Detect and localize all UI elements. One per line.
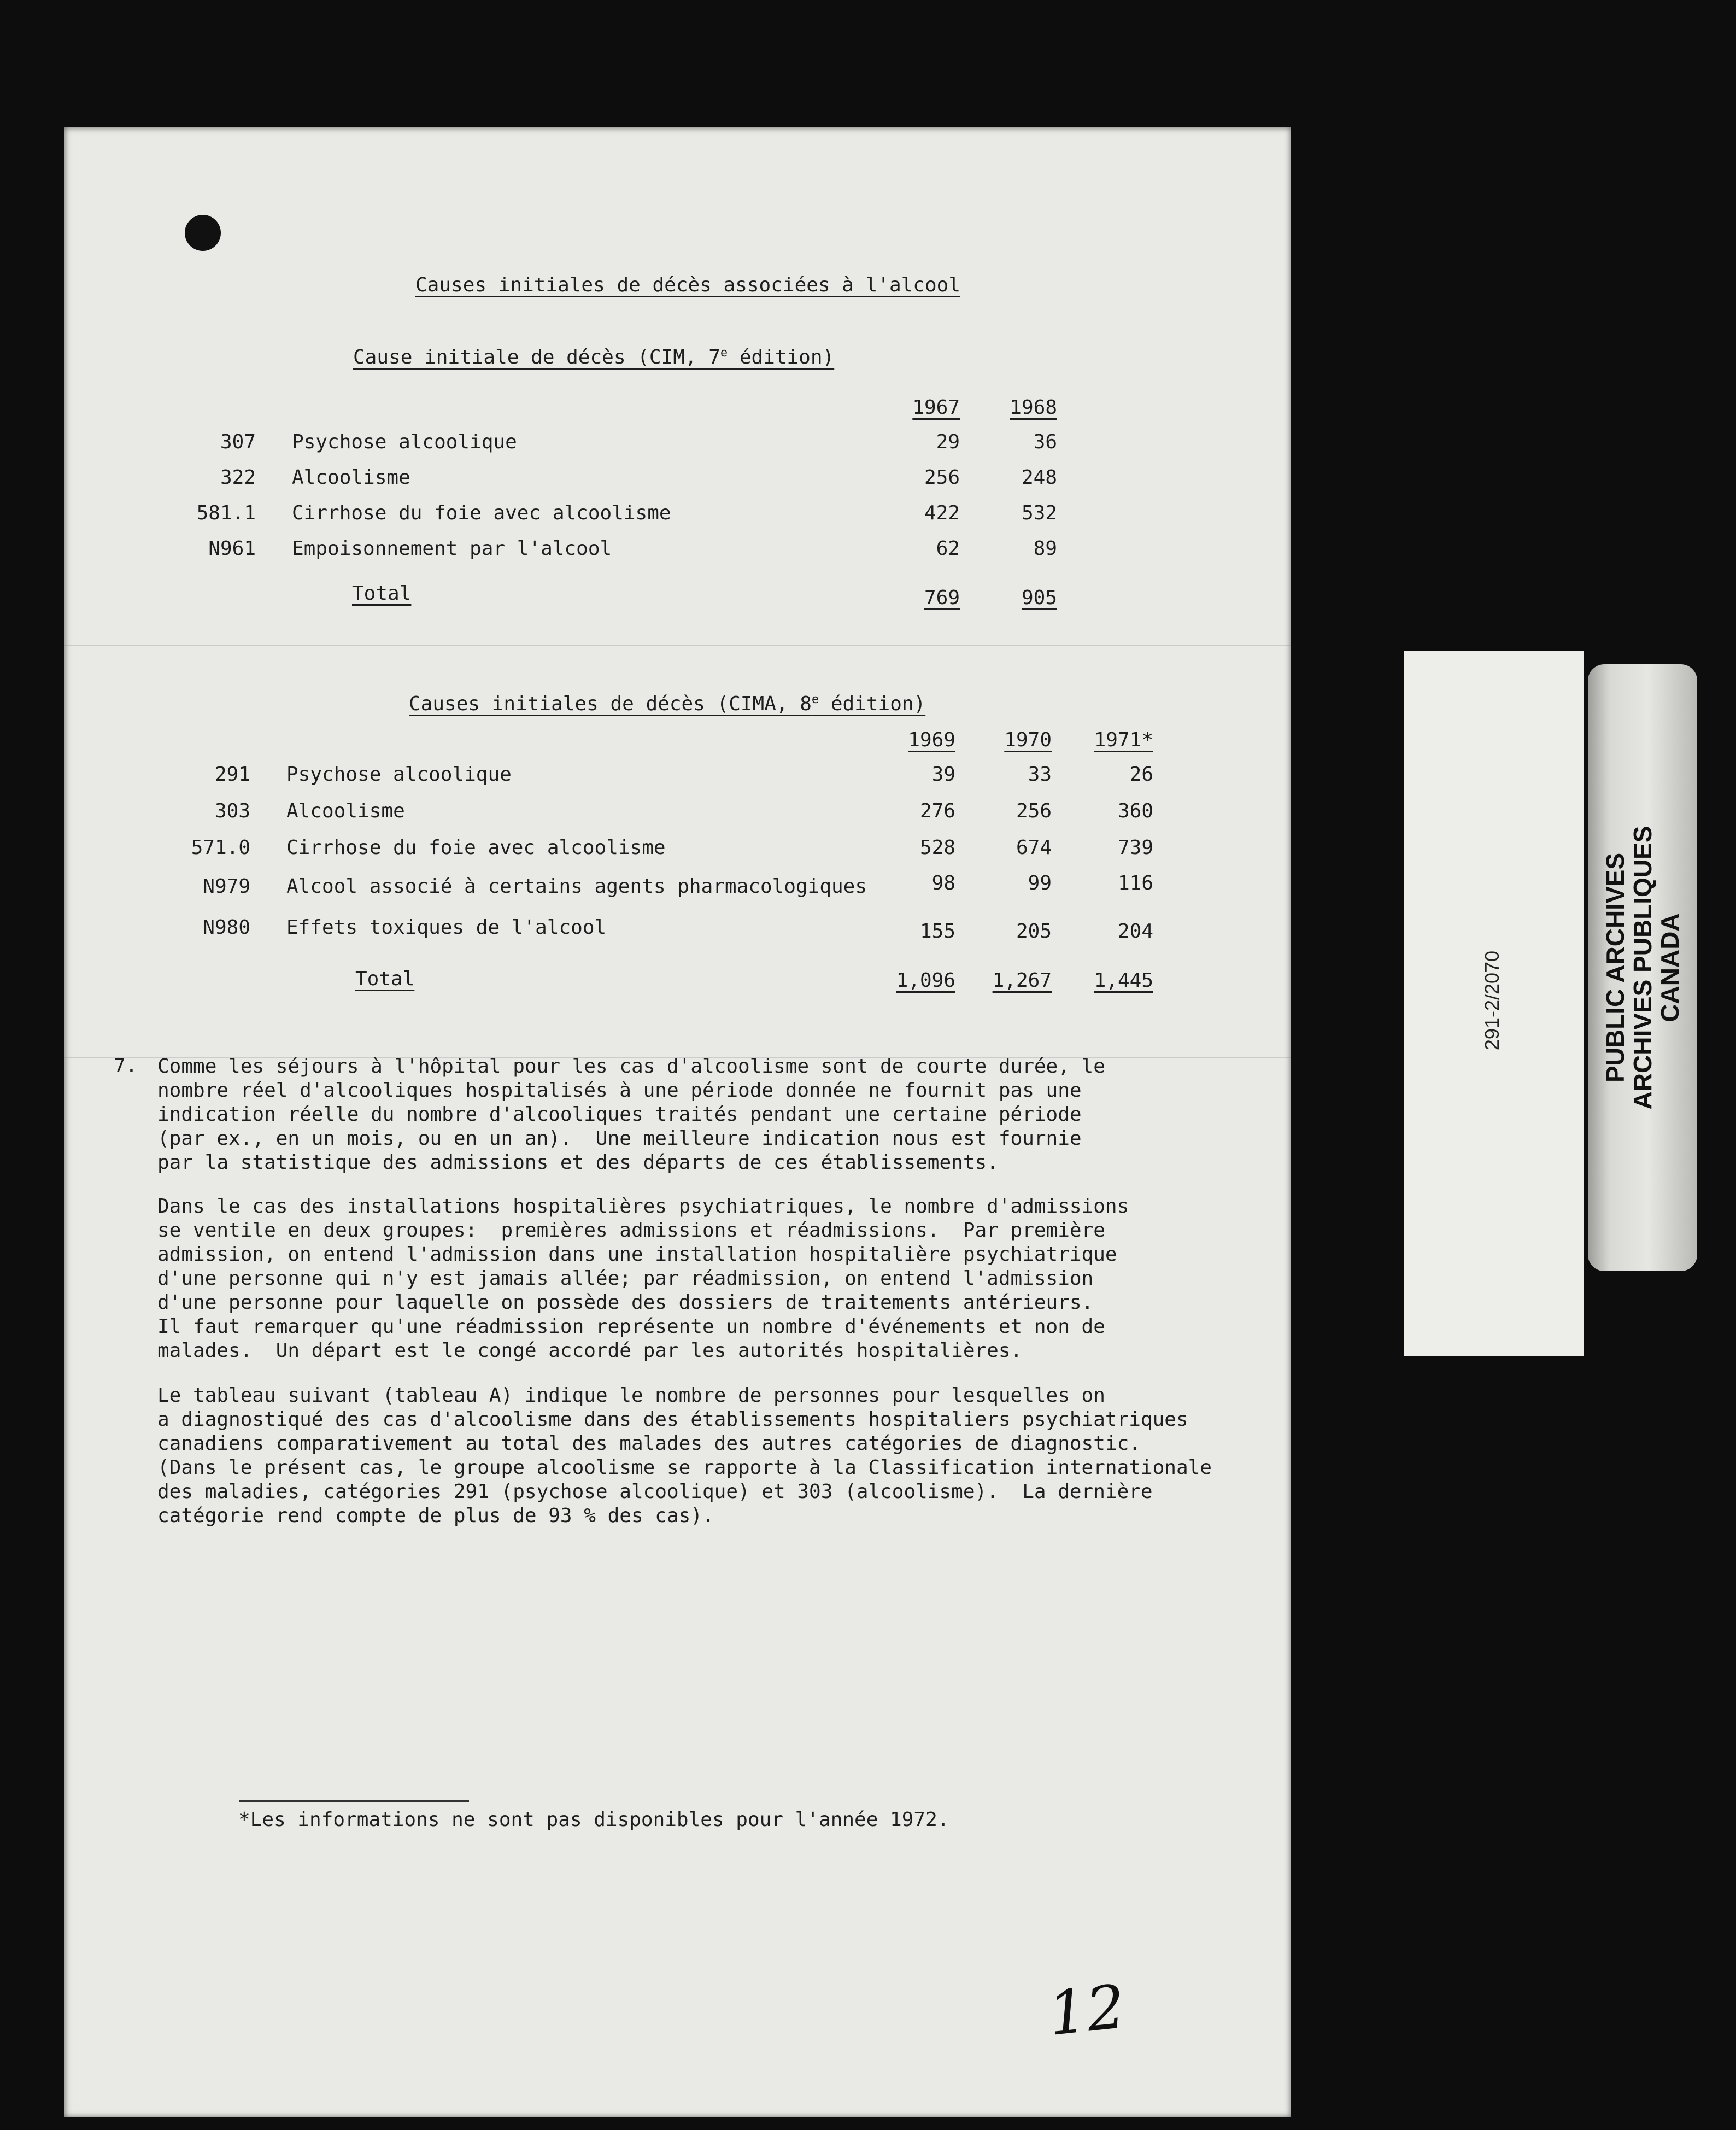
table2-subtitle-text: Causes initiales de décès (CIMA, 8 <box>409 693 812 715</box>
row-value: 29 <box>936 431 960 453</box>
archive-stamp <box>1588 664 1697 1271</box>
row-code: 303 <box>214 800 250 822</box>
row-label: Psychose alcoolique <box>286 763 512 786</box>
stamp-line: CANADA <box>1656 913 1684 1022</box>
row-value: 89 <box>1033 537 1057 560</box>
table1-year-header: 1968 <box>1010 396 1057 419</box>
stamp-line: ARCHIVES PUBLIQUES <box>1628 826 1657 1110</box>
footnote-divider <box>239 1800 469 1802</box>
table1-subtitle <box>353 346 834 368</box>
row-value: 360 <box>1117 800 1153 822</box>
paragraph-1: Comme les séjours à l'hôpital pour les cas d'alcoolisme sont de courte durée, le nombre réel d'alcooliques hospitalisés à une période donnée ne fournit pas une indication réelle du nombre d'alcooliques traités pendant une certaine période (par ex., en un mois, ou en un an). Une meilleure indication nous est fournie par la statistique des admissions et des départs de ces établissements. <box>157 1055 1105 1174</box>
row-code: N980 <box>203 916 250 939</box>
row-value: 256 <box>924 466 960 489</box>
row-value: 116 <box>1117 872 1153 894</box>
row-value: 36 <box>1033 431 1057 453</box>
row-value: 33 <box>1028 763 1052 786</box>
row-code: 291 <box>214 763 250 786</box>
total-value: 1,267 <box>992 969 1052 992</box>
table1-subtitle-sup: e <box>720 346 728 360</box>
archive-code: 291-2/2070 <box>1481 950 1503 1051</box>
row-value: 98 <box>931 872 955 894</box>
table1-subtitle-text: Cause initiale de décès (CIM, 7 <box>353 346 720 368</box>
archive-stamp-text <box>1602 787 1684 1148</box>
total-value: 905 <box>1021 587 1057 609</box>
document-page <box>64 127 1291 2117</box>
row-code: 307 <box>220 431 256 453</box>
row-value: 62 <box>936 537 960 560</box>
row-code: 322 <box>220 466 256 489</box>
table1-subtitle-end: édition) <box>728 346 835 368</box>
page-fold-line <box>64 645 1291 646</box>
row-code: N979 <box>203 875 250 898</box>
row-label: Empoisonnement par l'alcool <box>292 537 612 560</box>
footnote: *Les informations ne sont pas disponibles pour l'année 1972. <box>238 1809 949 1831</box>
row-label: Alcoolisme <box>286 800 405 822</box>
table2-year-header: 1971* <box>1094 729 1153 751</box>
table1-title: Causes initiales de décès associées à l'alcool <box>415 274 960 296</box>
row-label: Alcoolisme <box>292 466 410 489</box>
row-value: 204 <box>1117 920 1153 943</box>
row-value: 739 <box>1117 836 1153 859</box>
total-value: 1,096 <box>896 969 955 992</box>
row-label: Cirrhose du foie avec alcoolisme <box>292 502 671 524</box>
row-code: 571.0 <box>191 836 250 859</box>
row-value: 99 <box>1028 872 1052 894</box>
row-code: 581.1 <box>196 502 256 524</box>
row-value: 248 <box>1021 466 1057 489</box>
row-value: 26 <box>1129 763 1153 786</box>
stamp-line: PUBLIC ARCHIVES <box>1601 853 1629 1082</box>
row-label: Effets toxiques de l'alcool <box>286 916 607 939</box>
row-value: 532 <box>1021 502 1057 524</box>
total-value: 769 <box>924 587 960 609</box>
row-label: Psychose alcoolique <box>292 431 517 453</box>
row-code: N961 <box>208 537 256 560</box>
table2-subtitle <box>409 693 925 715</box>
row-value: 256 <box>1016 800 1052 822</box>
table2-subtitle-sup: e <box>811 693 819 706</box>
row-value: 205 <box>1016 920 1052 943</box>
row-value: 276 <box>919 800 955 822</box>
table2-year-header: 1970 <box>1004 729 1052 751</box>
row-value: 528 <box>919 836 955 859</box>
table1-year-header: 1967 <box>912 396 960 419</box>
table2-year-header: 1969 <box>908 729 955 751</box>
section-number: 7. <box>114 1055 138 1077</box>
total-label: Total <box>352 582 412 605</box>
row-value: 422 <box>924 502 960 524</box>
paragraph-3: Le tableau suivant (tableau A) indique le nombre de personnes pour lesquelles on a diagnostiqué des cas d'alcoolisme dans des établissements hospitaliers psychiatriques canadiens comparativement au total des malades des autres catégories de diagnostic. (Dans le présent cas, le groupe alcoolisme se rapporte à la Classification internationale des maladies, catégories 291 (psychose alcoolique) et 303 (alcoolisme). La dernière catégorie rend compte de plus de 93 % des cas). <box>157 1384 1212 1527</box>
paragraph-2: Dans le cas des installations hospitalières psychiatriques, le nombre d'admissions se ventile en deux groupes: premières admissions et réadmissions. Par première admission, on entend l'admission dans une installation hospitalière psychiatrique d'une personne qui n'y est jamais allée; par réadmission, on entend l'admission d'une personne pour laquelle on possède des dossiers de traitements antérieurs. Il faut remarquer qu'une réadmission représente un nombre d'événements et non de malades. Un départ est le congé accordé par les autorités hospitalières. <box>157 1195 1129 1362</box>
row-value: 155 <box>919 920 955 943</box>
row-value: 39 <box>931 763 955 786</box>
total-value: 1,445 <box>1094 969 1153 992</box>
row-value: 674 <box>1016 836 1052 859</box>
row-label: Alcool associé à certains agents pharmacologiques <box>286 875 867 898</box>
total-label: Total <box>355 968 415 990</box>
row-label: Cirrhose du foie avec alcoolisme <box>286 836 666 859</box>
handwritten-page-number: 12 <box>1045 1971 1129 2049</box>
table2-subtitle-end: édition) <box>819 693 926 715</box>
punch-hole <box>185 215 221 251</box>
